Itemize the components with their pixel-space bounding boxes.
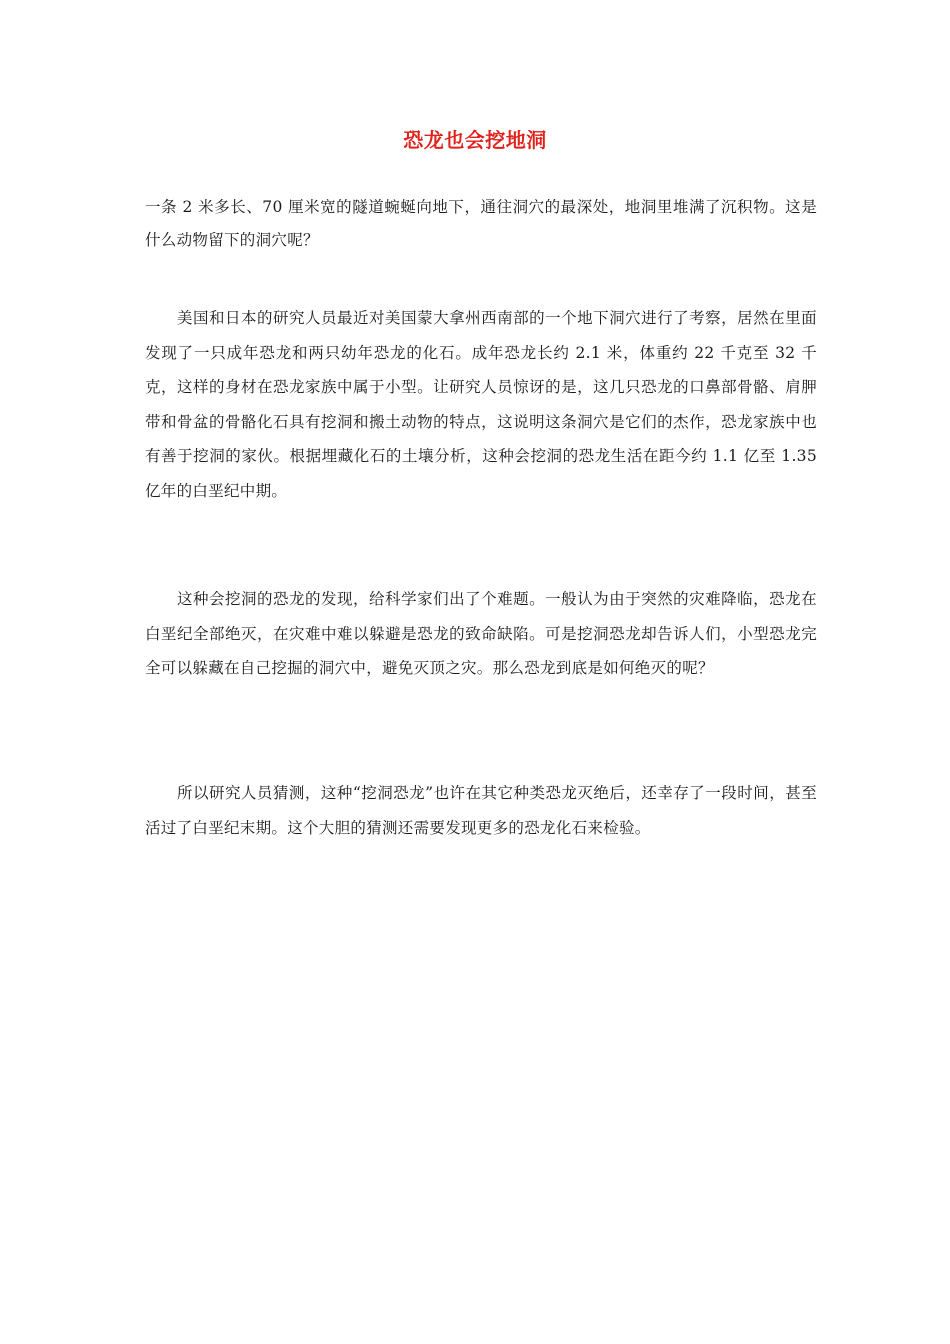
paragraph-3: 这种会挖洞的恐龙的发现，给科学家们出了个难题。一般认为由于突然的灾难降临，恐龙在白垩纪全部绝灭，在灾难中难以躲避是恐龙的致命缺陷。可是挖洞恐龙却告诉人们，小型恐龙完全可以躲藏在自己挖掘的洞穴中，避免灭顶之灾。那么恐龙到底是如何绝灭的呢？ [145,590,817,677]
paragraph-2: 美国和日本的研究人员最近对美国蒙大拿州西南部的一个地下洞穴进行了考察，居然在里面发现了一只成年恐龙和两只幼年恐龙的化石。成年恐龙长约 2.1 米，体重约 22 千克至 32 千克，这样的身材在恐龙家族中属于小型。让研究人员惊讶的是，这几只恐龙的口鼻部骨骼、肩胛带和骨盆的骨骼化石具有挖洞和搬土动物的特点，这说明这条洞穴是它们的杰作，恐龙家族中也有善于挖洞的家伙。根据埋藏化石的土壤分析，这种会挖洞的恐龙生活在距今约 1.1 亿至 1.35 亿年的白垩纪中期。 [145,309,817,500]
paragraph-1: 一条 2 米多长、70 厘米宽的隧道蜿蜒向地下，通往洞穴的最深处，地洞里堆满了沉积物。这是什么动物留下的洞穴呢？ [145,198,817,249]
paragraph-4: 所以研究人员猜测，这种“挖洞恐龙”也许在其它种类恐龙灭绝后，还幸存了一段时间，甚至活过了白垩纪末期。这个大胆的猜测还需要发现更多的恐龙化石来检验。 [145,784,817,837]
document-title: 恐龙也会挖地洞 [403,128,547,152]
